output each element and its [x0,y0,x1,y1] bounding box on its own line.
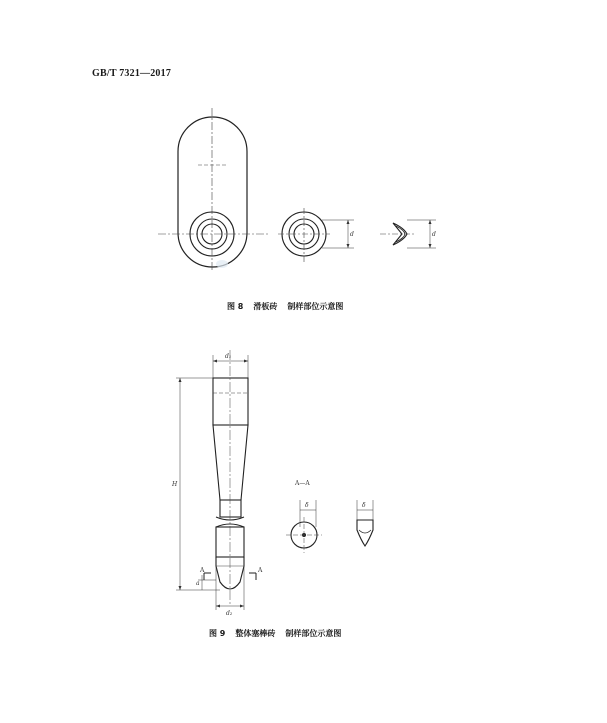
section-circle-dimension-label: δ [305,502,309,509]
stopper-neck [220,500,241,517]
stopper-taper [213,425,248,500]
standard-code: GB/T 7321—2017 [92,68,172,79]
stopper-top-dimension-label: d₁ [225,353,232,360]
figure-9-caption [209,628,341,639]
section-aa-label: A—A [295,480,310,487]
figure-9-name: 整体塞棒砖 [235,629,276,638]
stopper-height-dimension-label: H [172,481,178,488]
section-segment-dimension-label: δ [362,502,366,509]
stopper-bottom-dimension-label: d₂ [226,610,233,617]
stopper-head [213,378,248,425]
figure-8-name: 滑板砖 [253,302,278,311]
section-mark-left: A [200,567,205,574]
figure-9-desc: 制样部位示意图 [285,629,342,638]
figure-9-number: 图 9 [209,629,226,638]
segment-dimension-label: d [432,231,436,238]
stopper-a-dimension-label: a [196,580,200,587]
figure-8-desc: 制样部位示意图 [287,302,344,311]
figure-8-number: 图 8 [227,302,244,311]
ring-dimension-label: d [350,231,354,238]
section-mark-right: A [258,567,263,574]
